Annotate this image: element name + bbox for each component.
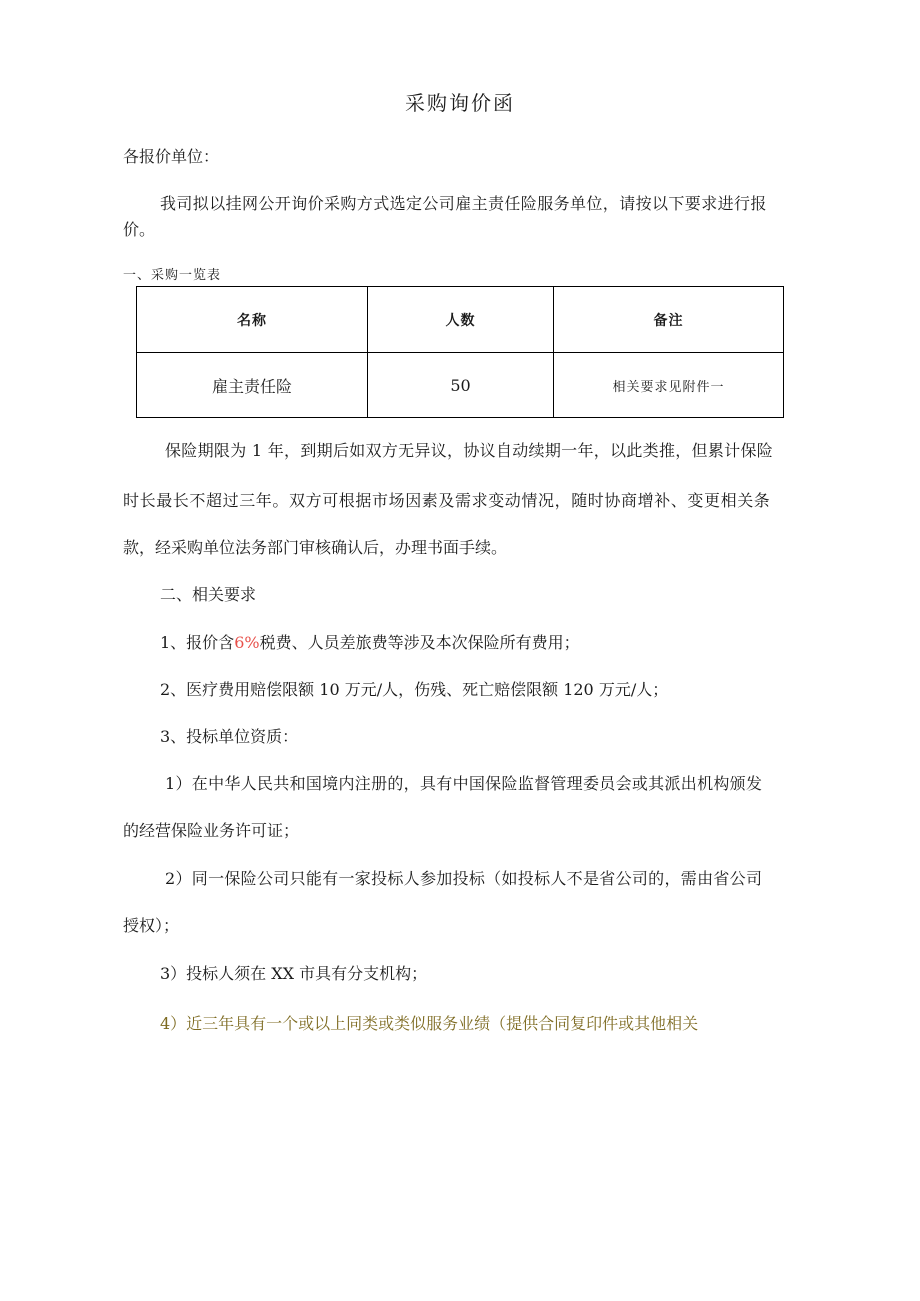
section1-title: 一、采购一览表 (123, 268, 222, 283)
requirement-1-prefix: 1、报价含 (160, 633, 235, 652)
qualification-4: 4）近三年具有一个或以上同类或类似服务业绩（提供合同复印件或其他相关 (160, 1014, 699, 1033)
table-cell-note: 相关要求见附件一 (554, 353, 784, 418)
page-title: 采购询价函 (405, 91, 515, 115)
table-cell-name: 雇主责任险 (137, 353, 368, 418)
table-header-count: 人数 (368, 287, 554, 353)
qualification-2-line-1: 2）同一保险公司只能有一家投标人参加投标（如投标人不是省公司的，需由省公司 (165, 869, 763, 888)
table-header-name: 名称 (137, 287, 368, 353)
intro-line-2: 价。 (123, 220, 156, 239)
period-line-1: 保险期限为 1 年，到期后如双方无异议，协议自动续期一年，以此类推，但累计保险 (165, 441, 774, 460)
table-header-row (137, 287, 784, 353)
requirement-1 (160, 633, 580, 653)
salutation: 各报价单位： (123, 147, 220, 166)
procurement-table (136, 286, 784, 418)
qualification-1-line-1: 1）在中华人民共和国境内注册的，具有中国保险监督管理委员会或其派出机构颁发 (165, 774, 763, 793)
section2-title: 二、相关要求 (160, 585, 257, 604)
table-cell-count: 50 (368, 353, 554, 418)
requirement-3: 3、投标单位资质： (160, 727, 299, 746)
qualification-3: 3）投标人须在 XX 市具有分支机构； (160, 964, 428, 983)
qualification-1-line-2: 的经营保险业务许可证； (123, 821, 300, 840)
period-line-2: 时长最长不超过三年。双方可根据市场因素及需求变动情况，随时协商增补、变更相关条 (123, 491, 771, 510)
requirement-1-suffix: 税费、人员差旅费等涉及本次保险所有费用； (259, 633, 580, 652)
intro-line-1: 我司拟以挂网公开询价采购方式选定公司雇主责任险服务单位，请按以下要求进行报 (160, 194, 767, 213)
tax-rate-highlight: 6% (234, 633, 260, 652)
qualification-2-line-2: 授权）； (123, 916, 180, 935)
table-header-note: 备注 (554, 287, 784, 353)
period-line-3: 款，经采购单位法务部门审核确认后，办理书面手续。 (123, 538, 508, 557)
requirement-2: 2、医疗费用赔偿限额 10 万元/人，伤残、死亡赔偿限额 120 万元/人； (160, 680, 669, 699)
table-row (137, 353, 784, 418)
